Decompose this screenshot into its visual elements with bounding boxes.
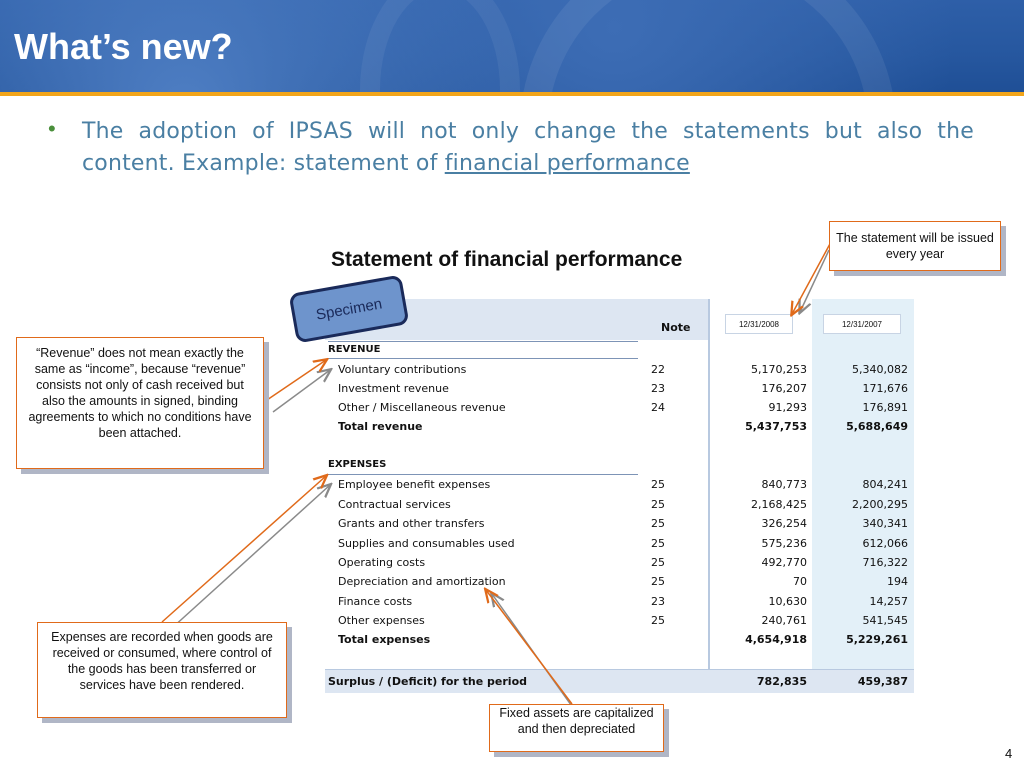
row-value-2008: 4,654,918 <box>745 633 807 646</box>
statement-title: Statement of financial performance <box>331 248 683 271</box>
row-note: 25 <box>651 478 665 491</box>
row-value-2007: 176,891 <box>862 401 908 414</box>
row-label: Voluntary contributions <box>338 363 467 376</box>
financial-performance-link[interactable]: financial performance <box>444 151 690 176</box>
row-value-2008: 2,168,425 <box>751 498 807 511</box>
row-value-2008: 176,207 <box>761 382 807 395</box>
revenue-callout: “Revenue” does not mean exactly the same as “income”, because “revenue” consists not only of cash received but also the amounts in signed, binding agreements to which no conditions have been attached. <box>16 337 264 469</box>
row-value-2008: 240,761 <box>761 614 807 627</box>
row-label: Operating costs <box>338 556 426 569</box>
row-label: Grants and other transfers <box>338 517 485 530</box>
row-value-2007: 5,688,649 <box>846 420 908 433</box>
row-note: 24 <box>651 401 665 414</box>
row-label: Surplus / (Deficit) for the period <box>328 675 527 688</box>
bullet-body: The adoption of IPSAS will not only change the statements but also the content. Example: statement of <box>82 119 974 176</box>
statement-arrow <box>792 242 831 314</box>
row-label: Employee benefit expenses <box>338 478 491 491</box>
row-value-2007: 612,066 <box>862 537 908 550</box>
row-note: 22 <box>651 363 665 376</box>
row-note: 25 <box>651 556 665 569</box>
row-value-2007: 14,257 <box>869 595 908 608</box>
expenses-callout: Expenses are recorded when goods are received or consumed, where control of the goods has been transferred or services have been rendered. <box>37 622 287 718</box>
row-value-2008: 492,770 <box>761 556 807 569</box>
row-value-2007: 5,340,082 <box>852 363 908 376</box>
row-note: 23 <box>651 595 665 608</box>
row-value-2007: 459,387 <box>857 675 908 688</box>
statement-callout: The statement will be issued every year <box>829 221 1001 271</box>
expenses-arrow <box>162 476 326 622</box>
row-note: 25 <box>651 537 665 550</box>
bullet-glyph: • <box>48 116 56 141</box>
row-label: Finance costs <box>338 595 413 608</box>
row-label: Other expenses <box>338 614 425 627</box>
row-note: 23 <box>651 382 665 395</box>
revenue-section-heading: REVENUE <box>328 344 381 355</box>
note-header: Note <box>661 321 691 334</box>
row-value-2008: 326,254 <box>761 517 807 530</box>
row-note: 25 <box>651 517 665 530</box>
page-title: What’s new? <box>14 26 233 67</box>
row-value-2007: 716,322 <box>862 556 908 569</box>
row-value-2008: 5,437,753 <box>745 420 807 433</box>
row-label: Total revenue <box>338 420 423 433</box>
specimen-stamp: Specimen <box>289 274 410 343</box>
expenses-section-heading: EXPENSES <box>328 459 387 470</box>
date-2008-label: 12/31/2008 <box>725 314 793 334</box>
row-value-2007: 541,545 <box>862 614 908 627</box>
date-2007-label: 12/31/2007 <box>823 314 901 334</box>
row-value-2007: 2,200,295 <box>852 498 908 511</box>
row-note: 25 <box>651 498 665 511</box>
expenses-arrow-shadow <box>172 485 330 628</box>
row-value-2007: 194 <box>887 575 908 588</box>
row-value-2007: 340,341 <box>862 517 908 530</box>
row-note: 25 <box>651 575 665 588</box>
row-label: Investment revenue <box>338 382 449 395</box>
row-value-2008: 782,835 <box>756 675 807 688</box>
fixed-assets-callout: Fixed assets are capitalized and then depreciated <box>489 704 664 752</box>
row-value-2007: 171,676 <box>862 382 908 395</box>
row-value-2007: 804,241 <box>862 478 908 491</box>
row-label: Depreciation and amortization <box>338 575 506 588</box>
statement-arrow-shadow <box>800 250 829 312</box>
row-label: Contractual services <box>338 498 451 511</box>
row-label: Other / Miscellaneous revenue <box>338 401 506 414</box>
row-value-2007: 5,229,261 <box>846 633 908 646</box>
row-value-2008: 91,293 <box>768 401 807 414</box>
row-value-2008: 5,170,253 <box>751 363 807 376</box>
fixed-assets-arrow <box>486 590 572 704</box>
row-value-2008: 70 <box>793 575 807 588</box>
page-number: 4 <box>1005 746 1013 761</box>
row-label: Total expenses <box>338 633 431 646</box>
row-value-2008: 840,773 <box>761 478 807 491</box>
row-note: 25 <box>651 614 665 627</box>
row-label: Supplies and consumables used <box>338 537 515 550</box>
row-value-2008: 575,236 <box>761 537 807 550</box>
row-value-2008: 10,630 <box>768 595 807 608</box>
